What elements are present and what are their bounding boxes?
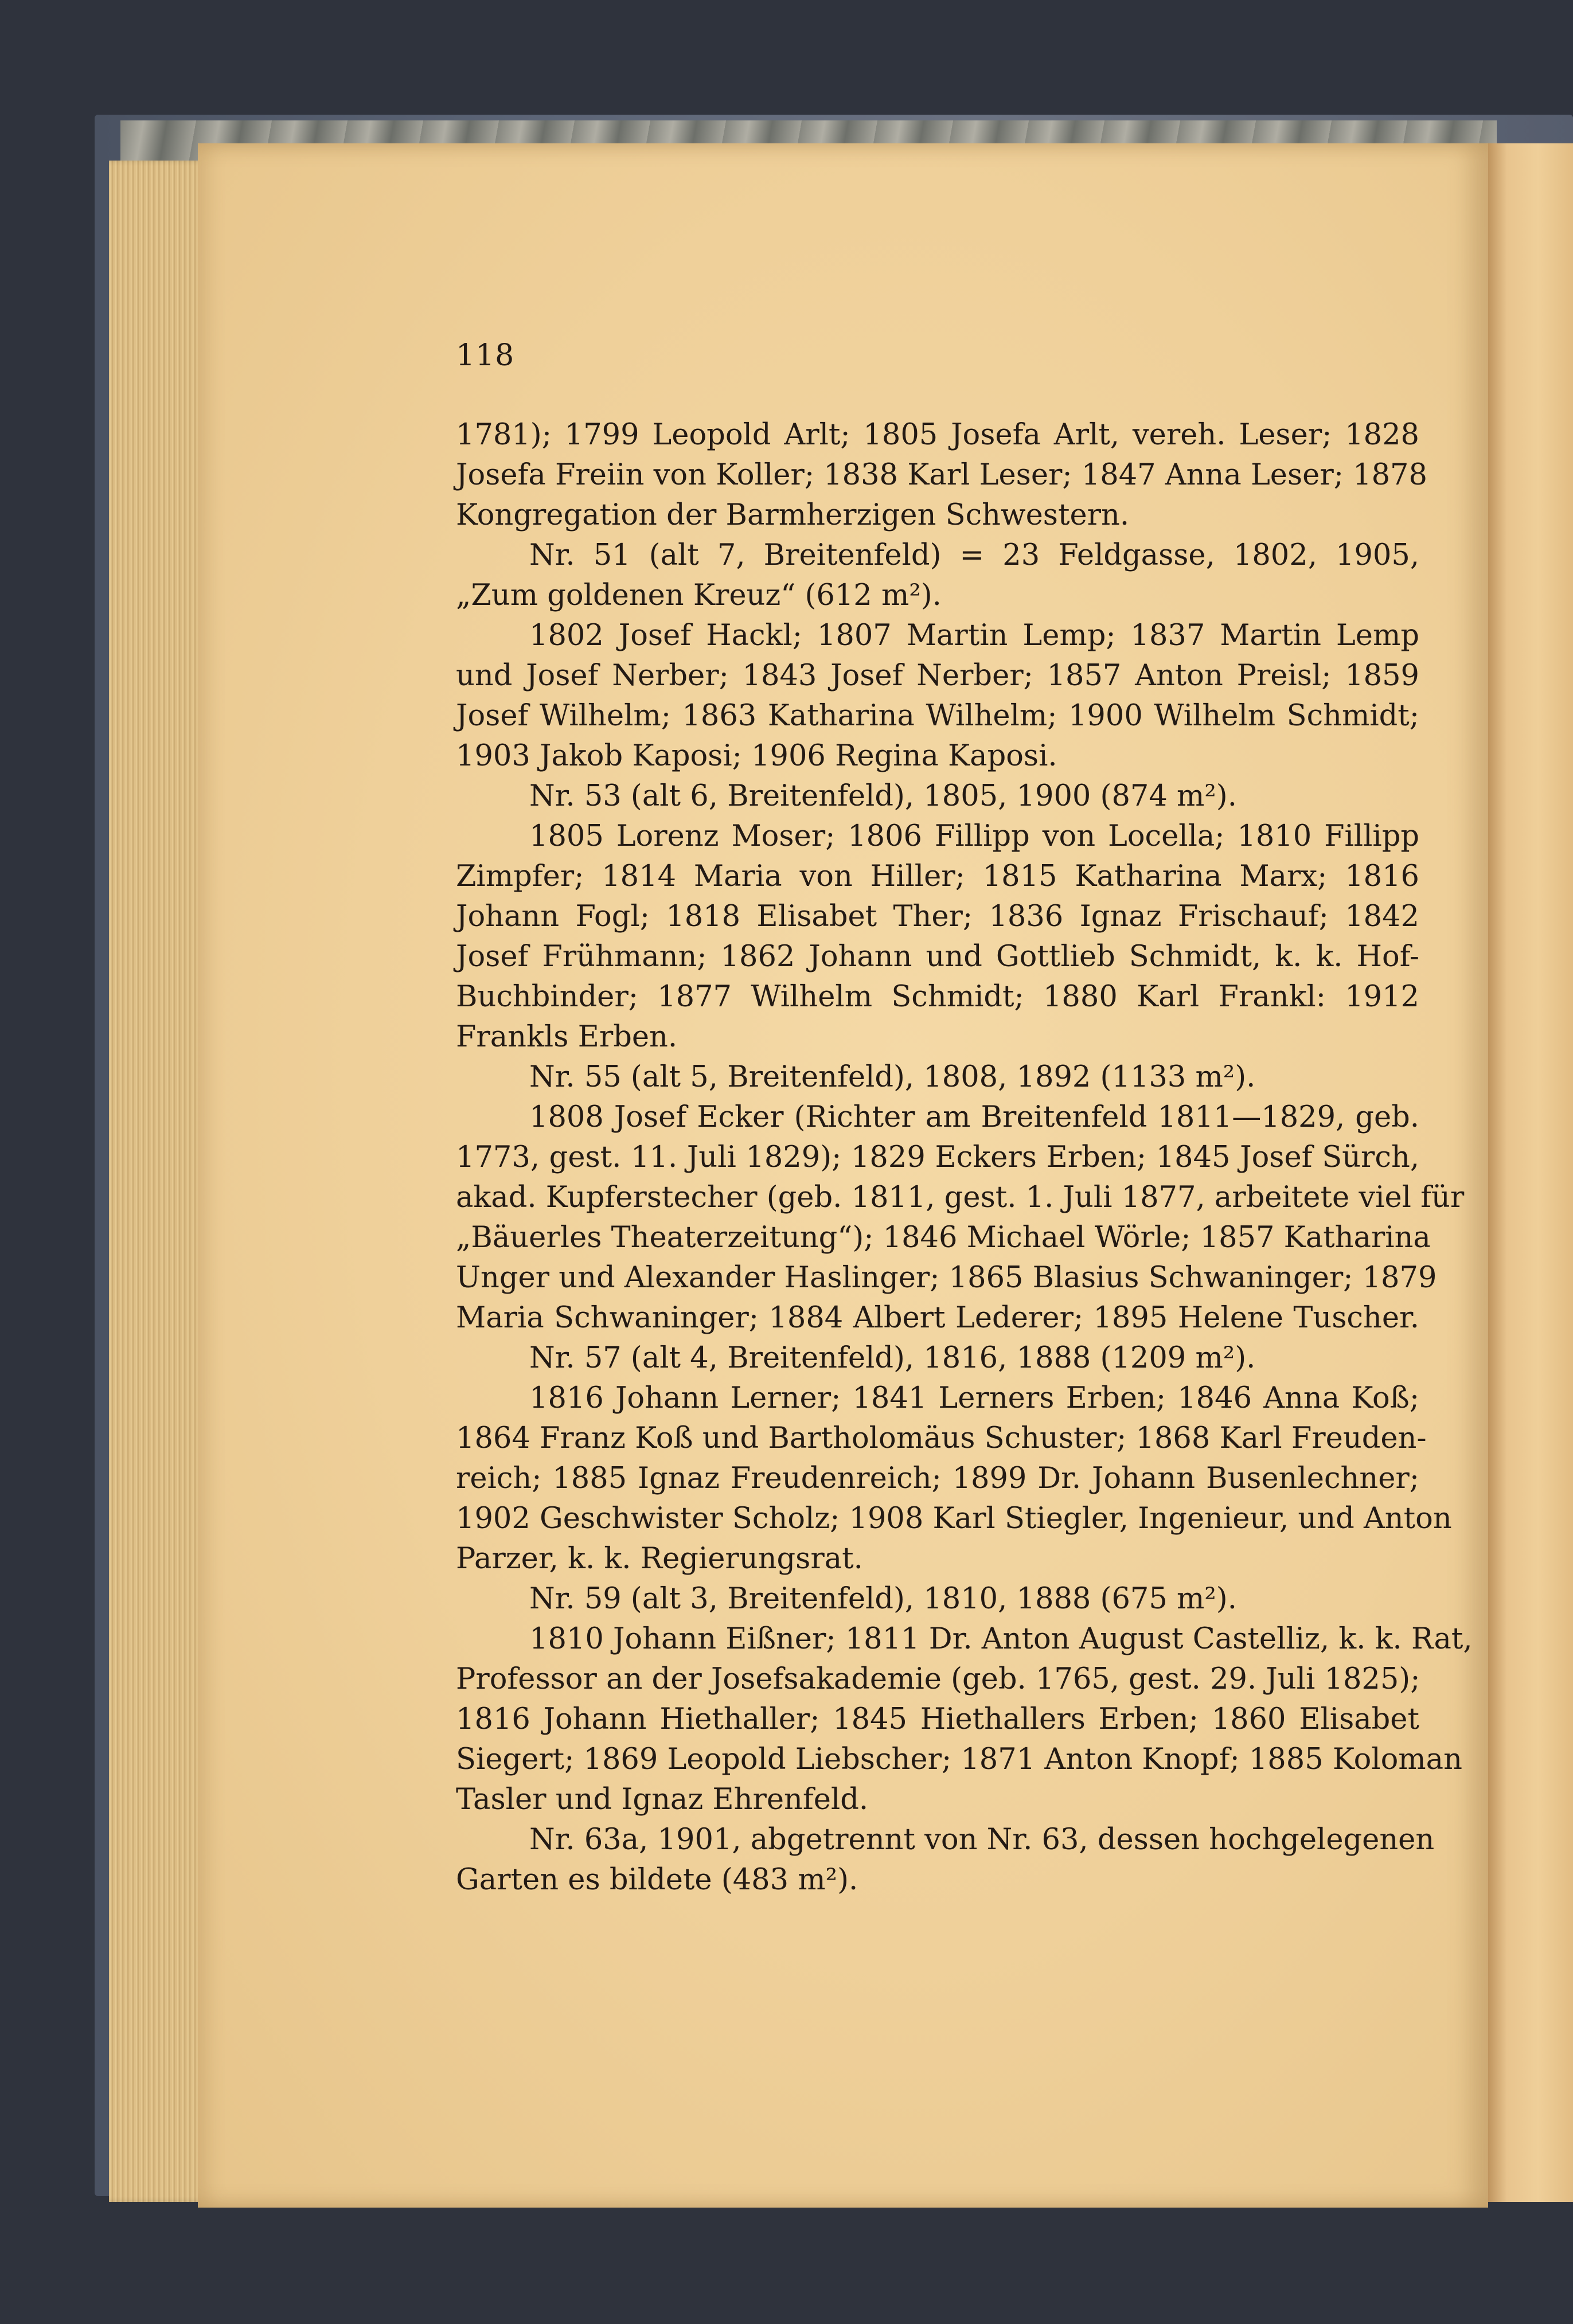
text-line: Tasler und Ignaz Ehrenfeld. bbox=[456, 1783, 869, 1817]
text-line: Nr. 55 (alt 5, Breitenfeld), 1808, 1892 (1133 m²). bbox=[529, 1060, 1256, 1094]
text-line: Nr. 59 (alt 3, Breitenfeld), 1810, 1888 (675 m²). bbox=[529, 1582, 1237, 1616]
text-line: Josefa Freiin von Koller; 1838 Karl Leser; 1847 Anna Leser; 1878 bbox=[456, 458, 1427, 492]
text-line: Nr. 63a, 1901, abgetrennt von Nr. 63, dessen hochgelegenen bbox=[529, 1823, 1435, 1857]
text-line: 1773, gest. 11. Juli 1829); 1829 Eckers Erben; 1845 Josef Sürch, bbox=[456, 1140, 1419, 1174]
text-line: Garten es bildete (483 m²). bbox=[456, 1863, 858, 1897]
page-text-block bbox=[456, 338, 1473, 1900]
text-line: 1781); 1799 Leopold Arlt; 1805 Josefa Arlt, vereh. Leser; 1828 bbox=[456, 418, 1419, 452]
text-line: 1902 Geschwister Scholz; 1908 Karl Stiegler, Ingenieur, und Anton bbox=[456, 1502, 1452, 1536]
text-line: 1805 Lorenz Moser; 1806 Fillipp von Locella; 1810 Fillipp bbox=[529, 819, 1419, 853]
text-line: Nr. 53 (alt 6, Breitenfeld), 1805, 1900 (874 m²). bbox=[529, 779, 1237, 813]
text-line: Josef Wilhelm; 1863 Katharina Wilhelm; 1900 Wilhelm Schmidt; bbox=[456, 699, 1419, 733]
text-line: Maria Schwaninger; 1884 Albert Lederer; 1895 Helene Tuscher. bbox=[456, 1301, 1419, 1335]
text-line: Frankls Erben. bbox=[456, 1020, 678, 1054]
text-line: 1903 Jakob Kaposi; 1906 Regina Kaposi. bbox=[456, 739, 1057, 773]
text-lines bbox=[456, 415, 1473, 1900]
text-line: Zimpfer; 1814 Maria von Hiller; 1815 Katharina Marx; 1816 bbox=[456, 860, 1419, 893]
text-line: Nr. 51 (alt 7, Breitenfeld) = 23 Feldgasse, 1802, 1905, bbox=[529, 538, 1419, 572]
text-line: Kongregation der Barmherzigen Schwestern. bbox=[456, 498, 1130, 532]
text-line: Professor an der Josefsakademie (geb. 1765, gest. 29. Juli 1825); bbox=[456, 1662, 1420, 1696]
text-line: 1810 Johann Eißner; 1811 Dr. Anton August Castelliz, k. k. Rat, bbox=[529, 1622, 1473, 1656]
text-line: Parzer, k. k. Regierungsrat. bbox=[456, 1542, 863, 1576]
text-line: reich; 1885 Ignaz Freudenreich; 1899 Dr. Johann Busenlechner; bbox=[456, 1462, 1419, 1495]
facing-page-edge bbox=[1485, 143, 1573, 2202]
text-line: 1816 Johann Lerner; 1841 Lerners Erben; 1846 Anna Koß; bbox=[529, 1381, 1419, 1415]
text-line: Unger und Alexander Haslinger; 1865 Blasius Schwaninger; 1879 bbox=[456, 1261, 1437, 1295]
text-line: Johann Fogl; 1818 Elisabet Ther; 1836 Ignaz Frischauf; 1842 bbox=[456, 900, 1419, 933]
text-line: 1816 Johann Hiethaller; 1845 Hiethallers Erben; 1860 Elisabet bbox=[456, 1702, 1419, 1736]
page-stack-edges bbox=[109, 161, 206, 2202]
text-line: 1808 Josef Ecker (Richter am Breitenfeld 1811—1829, geb. bbox=[529, 1100, 1419, 1134]
text-line: Josef Frühmann; 1862 Johann und Gottlieb Schmidt, k. k. Hof- bbox=[456, 940, 1419, 974]
text-line: und Josef Nerber; 1843 Josef Nerber; 1857 Anton Preisl; 1859 bbox=[456, 659, 1419, 693]
text-line: Nr. 57 (alt 4, Breitenfeld), 1816, 1888 (1209 m²). bbox=[529, 1341, 1256, 1375]
text-line: „Zum goldenen Kreuz“ (612 m²). bbox=[456, 579, 942, 612]
text-line: akad. Kupferstecher (geb. 1811, gest. 1. Juli 1877, arbeitete viel für bbox=[456, 1181, 1465, 1214]
text-line: Siegert; 1869 Leopold Liebscher; 1871 Anton Knopf; 1885 Koloman bbox=[456, 1743, 1462, 1776]
text-line: Buchbinder; 1877 Wilhelm Schmidt; 1880 Karl Frankl: 1912 bbox=[456, 980, 1419, 1014]
text-line: 1864 Franz Koß und Bartholomäus Schuster; 1868 Karl Freuden- bbox=[456, 1421, 1427, 1455]
text-line: „Bäuerles Theaterzeitung“); 1846 Michael Wörle; 1857 Katharina bbox=[456, 1221, 1431, 1255]
page-number: 118 bbox=[456, 338, 515, 373]
text-line: 1802 Josef Hackl; 1807 Martin Lemp; 1837 Martin Lemp bbox=[529, 619, 1419, 653]
